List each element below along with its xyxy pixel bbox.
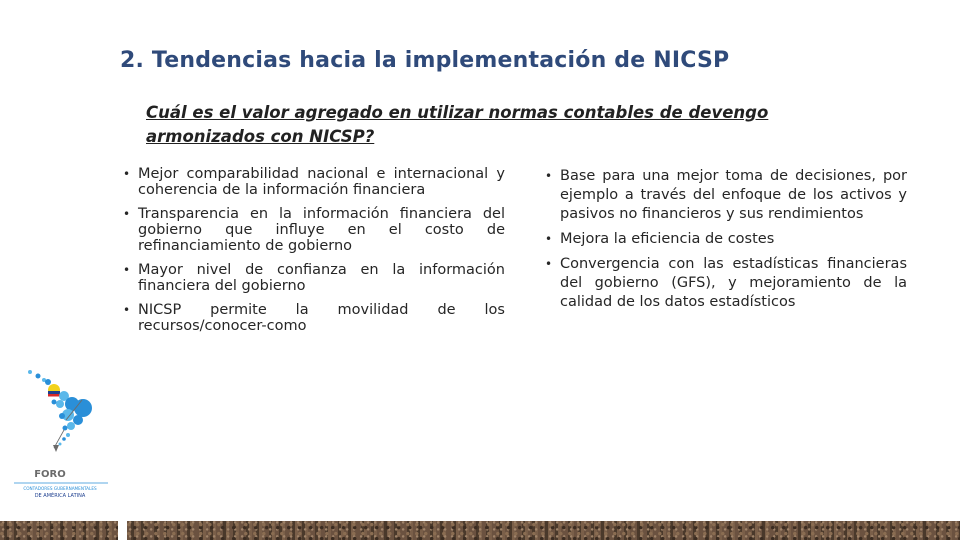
list-item: • Mejor comparabilidad nacional e internacional y coherencia de la información financiera (123, 166, 505, 198)
slide-subtitle: Cuál es el valor agregado en utilizar normas contables de devengo armonizados con NICSP? (146, 103, 769, 146)
latin-america-map-icon (8, 360, 118, 505)
list-item: • Mejora la eficiencia de costes (545, 230, 907, 249)
logo-tagline-1: CONTADORES GUBERNAMENTALES (23, 486, 97, 491)
list-item: • NICSP permite la movilidad de los recursos/conocer-como (123, 302, 505, 334)
list-item: • Transparencia en la información financiera del gobierno que influye en el costo de refinanciamiento de gobierno (123, 206, 505, 254)
right-bullet-list (545, 167, 907, 318)
decorative-ground-strip-left (0, 521, 118, 540)
slide-title: 2. Tendencias hacia la implementación de NICSP (120, 48, 730, 73)
list-item: • Convergencia con las estadísticas financieras del gobierno (GFS), y mejoramiento de la calidad de los datos estadísticos (545, 255, 907, 312)
logo-foro-text: FORO (34, 469, 66, 480)
logo-tagline-2: DE AMÉRICA LATINA (34, 493, 86, 499)
list-item: • Base para una mejor toma de decisiones, por ejemplo a través del enfoque de los activos y pasivos no financieros y sus rendimientos (545, 167, 907, 224)
foro-logo (8, 360, 118, 505)
decorative-ground-strip-right (127, 521, 960, 540)
left-bullet-list (123, 166, 505, 342)
list-item: • Mayor nivel de confianza en la información financiera del gobierno (123, 262, 505, 294)
